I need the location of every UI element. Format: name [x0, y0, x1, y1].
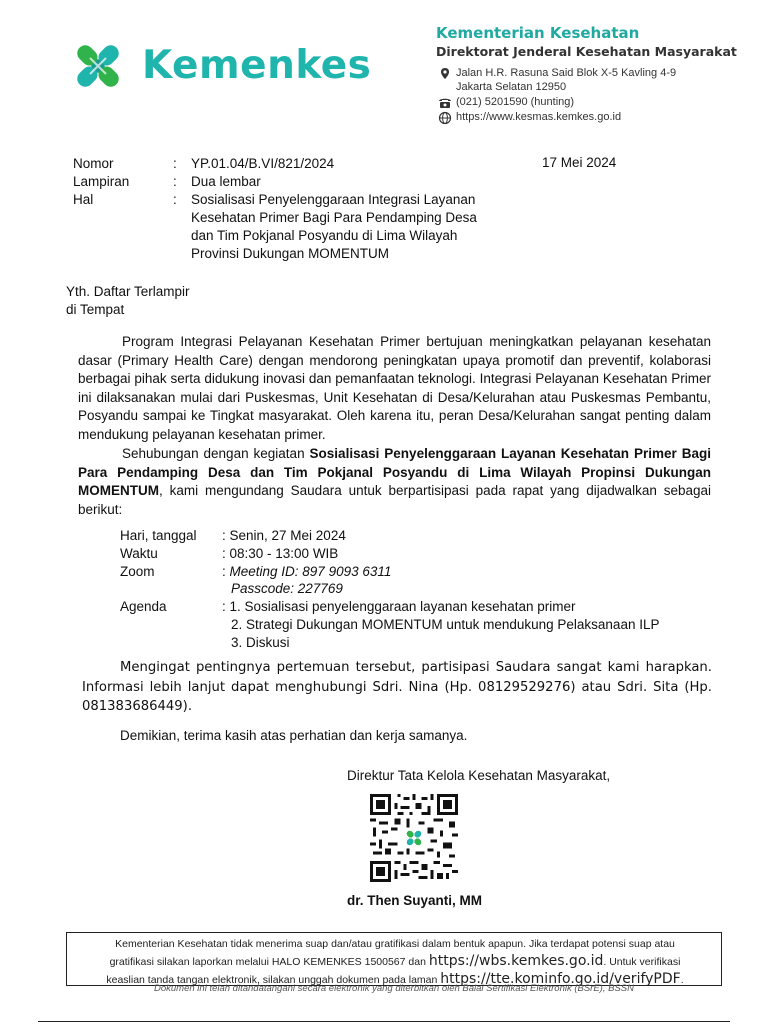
logo-wordmark: Kemenkes	[142, 43, 372, 88]
phone-icon	[438, 96, 452, 110]
address-block	[438, 67, 676, 93]
schedule-agenda-row	[120, 598, 702, 616]
address-line2: Jakarta Selatan 12950	[456, 81, 567, 93]
directorate-name: Direktorat Jenderal Kesehatan Masyarakat	[436, 44, 737, 59]
qr-code-icon	[370, 794, 458, 882]
signatory-name: dr. Then Suyanti, MM	[347, 893, 483, 908]
wbs-link[interactable]: https://wbs.kemkes.go.id	[428, 953, 604, 969]
location-pin-icon	[438, 67, 452, 81]
lampiran-label: Lampiran	[73, 174, 130, 189]
footer-line2	[78, 953, 712, 971]
footer-notice	[78, 936, 712, 989]
signatory-title: Direktur Tata Kelola Kesehatan Masyarakat,	[347, 768, 611, 783]
kemenkes-logo-icon	[66, 36, 130, 96]
nomor-label: Nomor	[73, 156, 114, 171]
recipient-line1: Yth. Daftar Terlampir	[66, 284, 190, 299]
lampiran-colon: :	[173, 174, 177, 189]
paragraph-contact: Mengingat pentingnya pertemuan tersebut, partisipasi Saudara sangat kami harapkan. Informasi lebih lanjut dapat menghubungi Sdri. Nina (Hp. 08129529276) atau Sdri. Sita (Hp. 081383686449).	[82, 660, 712, 714]
paragraph-intro: Program Integrasi Pelayanan Kesehatan Primer bertujuan meningkatkan pelayanan kesehatan dasar (Primary Health Care) dengan mendorong peningkatan upaya promotif dan preventif, kolaborasi berbagai pihak serta didukung inovasi dan pemanfaatan teknologi. Integrasi Pelayanan Kesehatan Primer ini dilaksanakan mulai dari Puskesmas, Unit Kesehatan di Desa/Kelurahan atau Puskesmas Pembantu, Posyandu sampai ke Tingkat masyarakat. Oleh karena itu, peran Desa/Kelurahan sangat penting dalam mendukung pelayanan kesehatan primer.	[78, 334, 711, 442]
agenda-item-2: 2. Strategi Dukungan MOMENTUM untuk mendukung Pelaksanaan ILP	[231, 617, 660, 632]
globe-icon	[438, 111, 452, 125]
footer-line1: Kementerian Kesehatan tidak menerima suap dan/atau gratifikasi dalam bentuk apapun. Jika terdapat potensi suap atau	[115, 938, 675, 950]
agenda-item-3-row	[120, 634, 711, 652]
schedule-day-label: Hari, tanggal	[120, 528, 197, 543]
verify-pdf-link[interactable]: https://tte.kominfo.go.id/verifyPDF	[440, 971, 681, 987]
org-name: Kementerian Kesehatan	[436, 24, 640, 42]
schedule-day-value: : Senin, 27 Mei 2024	[222, 528, 346, 543]
schedule-day-row	[120, 527, 702, 545]
schedule-time-label: Waktu	[120, 546, 158, 561]
nomor-row	[73, 155, 511, 173]
zoom-passcode: Passcode: 227769	[231, 581, 343, 596]
hal-label: Hal	[73, 192, 94, 207]
hal-colon: :	[173, 192, 177, 207]
footer-line2-text: gratifikasi silakan laporkan melalui HALO KEMENKES 1500567 dan	[109, 956, 429, 968]
schedule-time-value: : 08:30 - 13:00 WIB	[222, 546, 339, 561]
footer-line3-tail: .	[680, 974, 684, 986]
hal-value: Sosialisasi Penyelenggaraan Integrasi Layanan Kesehatan Primer Bagi Para Pendamping Desa dan Tim Pokjanal Posyandu di Lima Wilayah Provinsi Dukungan MOMENTUM	[191, 192, 477, 261]
hal-row	[73, 191, 501, 263]
lampiran-row	[73, 173, 511, 191]
closing-line: Demikian, terima kasih atas perhatian dan kerja samanya.	[120, 728, 468, 743]
footer-line3-text: keaslian tanda tangan elektronik, silakan unggah dokumen pada laman	[106, 974, 441, 986]
zoom-colon: :	[222, 564, 230, 579]
nomor-value: YP.01.04/B.VI/821/2024	[191, 156, 335, 171]
nomor-colon: :	[173, 156, 177, 171]
zoom-meeting-id: Meeting ID: 897 9093 6311	[229, 564, 392, 579]
schedule-zoom-label: Zoom	[120, 564, 155, 579]
recipient-block	[66, 283, 190, 319]
paragraph-invitation	[78, 445, 711, 519]
website-link[interactable]: https://www.kesmas.kemkes.go.id	[456, 111, 622, 123]
phone-number: (021) 5201590 (hunting)	[456, 96, 575, 108]
schedule-time-row	[120, 545, 702, 563]
invitation-event-title: Sosialisasi Penyelenggaraan Layanan Kesehatan Primer Bagi Para Pendamping Desa dan Tim Pokjanal Posyandu di Lima Wilayah Propinsi Dukungan MOMENTUM	[78, 446, 711, 499]
website-block	[438, 111, 621, 125]
schedule-passcode-row	[120, 580, 711, 598]
address-line1: Jalan H.R. Rasuna Said Blok X-5 Kavling 4-9	[456, 67, 677, 79]
invitation-prefix: Sehubungan dengan kegiatan	[122, 446, 310, 461]
phone-block	[438, 96, 574, 110]
schedule-agenda-label: Agenda	[120, 599, 167, 614]
lampiran-value: Dua lembar	[191, 174, 261, 189]
schedule-zoom-value	[222, 563, 702, 581]
bsre-notice: Dokumen ini telah ditandatangani secara elektronik yang diterbitkan oleh Balai Sertifikasi Elektronik (BSrE), BSSN	[154, 983, 634, 994]
page-bottom-divider	[38, 1021, 730, 1022]
footer-line2-tail: . Untuk verifikasi	[603, 956, 681, 968]
agenda-item-3: 3. Diskusi	[231, 635, 290, 650]
recipient-line2: di Tempat	[66, 302, 125, 317]
agenda-item-2-row	[120, 616, 711, 634]
schedule-zoom-row	[120, 563, 702, 581]
agenda-item-1: : 1. Sosialisasi penyelenggaraan layanan kesehatan primer	[222, 599, 576, 614]
letter-date: 17 Mei 2024	[542, 155, 617, 170]
invitation-suffix: , kami mengundang Saudara untuk berpartisipasi pada rapat yang dijadwalkan sebagai berikut:	[78, 483, 711, 517]
